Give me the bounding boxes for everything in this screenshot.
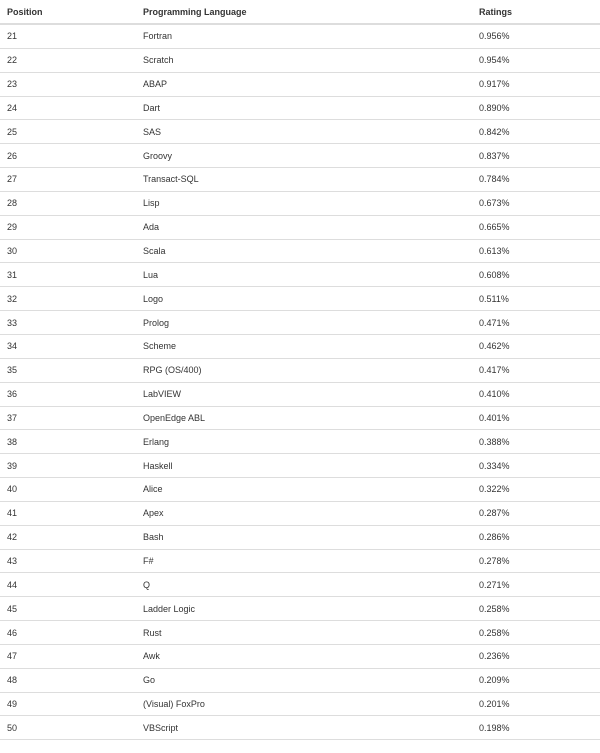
language-cell: LabVIEW	[136, 382, 472, 406]
position-cell: 48	[0, 668, 136, 692]
language-cell: Haskell	[136, 454, 472, 478]
rating-cell: 0.890%	[472, 96, 600, 120]
position-cell: 34	[0, 334, 136, 358]
column-header-position[interactable]: Position	[0, 0, 136, 24]
position-cell: 49	[0, 692, 136, 716]
column-header-language[interactable]: Programming Language	[136, 0, 472, 24]
rating-cell: 0.271%	[472, 573, 600, 597]
language-cell: F#	[136, 549, 472, 573]
table-row	[0, 621, 600, 645]
table-row	[0, 334, 600, 358]
table-row	[0, 454, 600, 478]
language-cell: Scratch	[136, 48, 472, 72]
table-row	[0, 311, 600, 335]
position-cell: 50	[0, 716, 136, 740]
position-cell: 28	[0, 191, 136, 215]
rating-cell: 0.388%	[472, 430, 600, 454]
rating-cell: 0.917%	[472, 72, 600, 96]
position-cell: 43	[0, 549, 136, 573]
rating-cell: 0.401%	[472, 406, 600, 430]
position-cell: 42	[0, 525, 136, 549]
table-row	[0, 191, 600, 215]
rating-cell: 0.334%	[472, 454, 600, 478]
table-row	[0, 525, 600, 549]
rating-cell: 0.258%	[472, 597, 600, 621]
position-cell: 46	[0, 621, 136, 645]
language-cell: SAS	[136, 120, 472, 144]
rating-cell: 0.673%	[472, 191, 600, 215]
table-row	[0, 382, 600, 406]
language-cell: Go	[136, 668, 472, 692]
table-row	[0, 168, 600, 192]
table-row	[0, 239, 600, 263]
position-cell: 32	[0, 287, 136, 311]
position-cell: 31	[0, 263, 136, 287]
language-cell: Apex	[136, 501, 472, 525]
table-row	[0, 144, 600, 168]
table-row	[0, 668, 600, 692]
language-cell: VBScript	[136, 716, 472, 740]
language-cell: ABAP	[136, 72, 472, 96]
language-cell: Ada	[136, 215, 472, 239]
language-cell: Q	[136, 573, 472, 597]
position-cell: 21	[0, 24, 136, 48]
language-cell: Scheme	[136, 334, 472, 358]
language-cell: Prolog	[136, 311, 472, 335]
language-cell: Lua	[136, 263, 472, 287]
rating-cell: 0.198%	[472, 716, 600, 740]
language-cell: (Visual) FoxPro	[136, 692, 472, 716]
column-header-ratings[interactable]: Ratings	[472, 0, 600, 24]
language-cell: Rust	[136, 621, 472, 645]
position-cell: 29	[0, 215, 136, 239]
table-row	[0, 287, 600, 311]
table-row	[0, 716, 600, 740]
language-cell: Awk	[136, 644, 472, 668]
language-cell: Alice	[136, 478, 472, 502]
rating-cell: 0.837%	[472, 144, 600, 168]
position-cell: 35	[0, 358, 136, 382]
rating-cell: 0.462%	[472, 334, 600, 358]
rating-cell: 0.209%	[472, 668, 600, 692]
table-row	[0, 597, 600, 621]
position-cell: 39	[0, 454, 136, 478]
position-cell: 36	[0, 382, 136, 406]
language-cell: Transact-SQL	[136, 168, 472, 192]
position-cell: 37	[0, 406, 136, 430]
rating-cell: 0.471%	[472, 311, 600, 335]
language-cell: Logo	[136, 287, 472, 311]
language-cell: Lisp	[136, 191, 472, 215]
rating-cell: 0.258%	[472, 621, 600, 645]
rating-cell: 0.286%	[472, 525, 600, 549]
rating-cell: 0.417%	[472, 358, 600, 382]
position-cell: 24	[0, 96, 136, 120]
language-cell: Fortran	[136, 24, 472, 48]
table-row	[0, 215, 600, 239]
rating-cell: 0.201%	[472, 692, 600, 716]
rating-cell: 0.410%	[472, 382, 600, 406]
table-row	[0, 96, 600, 120]
rating-cell: 0.842%	[472, 120, 600, 144]
rating-cell: 0.954%	[472, 48, 600, 72]
table-row	[0, 573, 600, 597]
position-cell: 30	[0, 239, 136, 263]
table-row	[0, 501, 600, 525]
language-cell: Ladder Logic	[136, 597, 472, 621]
position-cell: 22	[0, 48, 136, 72]
position-cell: 33	[0, 311, 136, 335]
table-row	[0, 263, 600, 287]
table-header	[0, 0, 600, 24]
position-cell: 27	[0, 168, 136, 192]
position-cell: 25	[0, 120, 136, 144]
position-cell: 38	[0, 430, 136, 454]
language-cell: Erlang	[136, 430, 472, 454]
table-row	[0, 644, 600, 668]
table-body	[0, 24, 600, 740]
table-row	[0, 120, 600, 144]
position-cell: 44	[0, 573, 136, 597]
rating-cell: 0.665%	[472, 215, 600, 239]
table-row	[0, 406, 600, 430]
rating-cell: 0.613%	[472, 239, 600, 263]
table-row	[0, 48, 600, 72]
position-cell: 40	[0, 478, 136, 502]
position-cell: 26	[0, 144, 136, 168]
language-cell: RPG (OS/400)	[136, 358, 472, 382]
rating-cell: 0.511%	[472, 287, 600, 311]
table-row	[0, 358, 600, 382]
rating-cell: 0.784%	[472, 168, 600, 192]
rating-cell: 0.322%	[472, 478, 600, 502]
table-row	[0, 549, 600, 573]
table-row	[0, 478, 600, 502]
position-cell: 45	[0, 597, 136, 621]
header-row	[0, 0, 600, 24]
language-cell: OpenEdge ABL	[136, 406, 472, 430]
rating-cell: 0.236%	[472, 644, 600, 668]
position-cell: 47	[0, 644, 136, 668]
table-row	[0, 72, 600, 96]
rating-cell: 0.608%	[472, 263, 600, 287]
language-cell: Scala	[136, 239, 472, 263]
rating-cell: 0.956%	[472, 24, 600, 48]
rating-cell: 0.278%	[472, 549, 600, 573]
language-cell: Dart	[136, 96, 472, 120]
table-row	[0, 692, 600, 716]
rating-cell: 0.287%	[472, 501, 600, 525]
table-row	[0, 430, 600, 454]
position-cell: 41	[0, 501, 136, 525]
language-cell: Groovy	[136, 144, 472, 168]
position-cell: 23	[0, 72, 136, 96]
language-cell: Bash	[136, 525, 472, 549]
table-row	[0, 24, 600, 48]
